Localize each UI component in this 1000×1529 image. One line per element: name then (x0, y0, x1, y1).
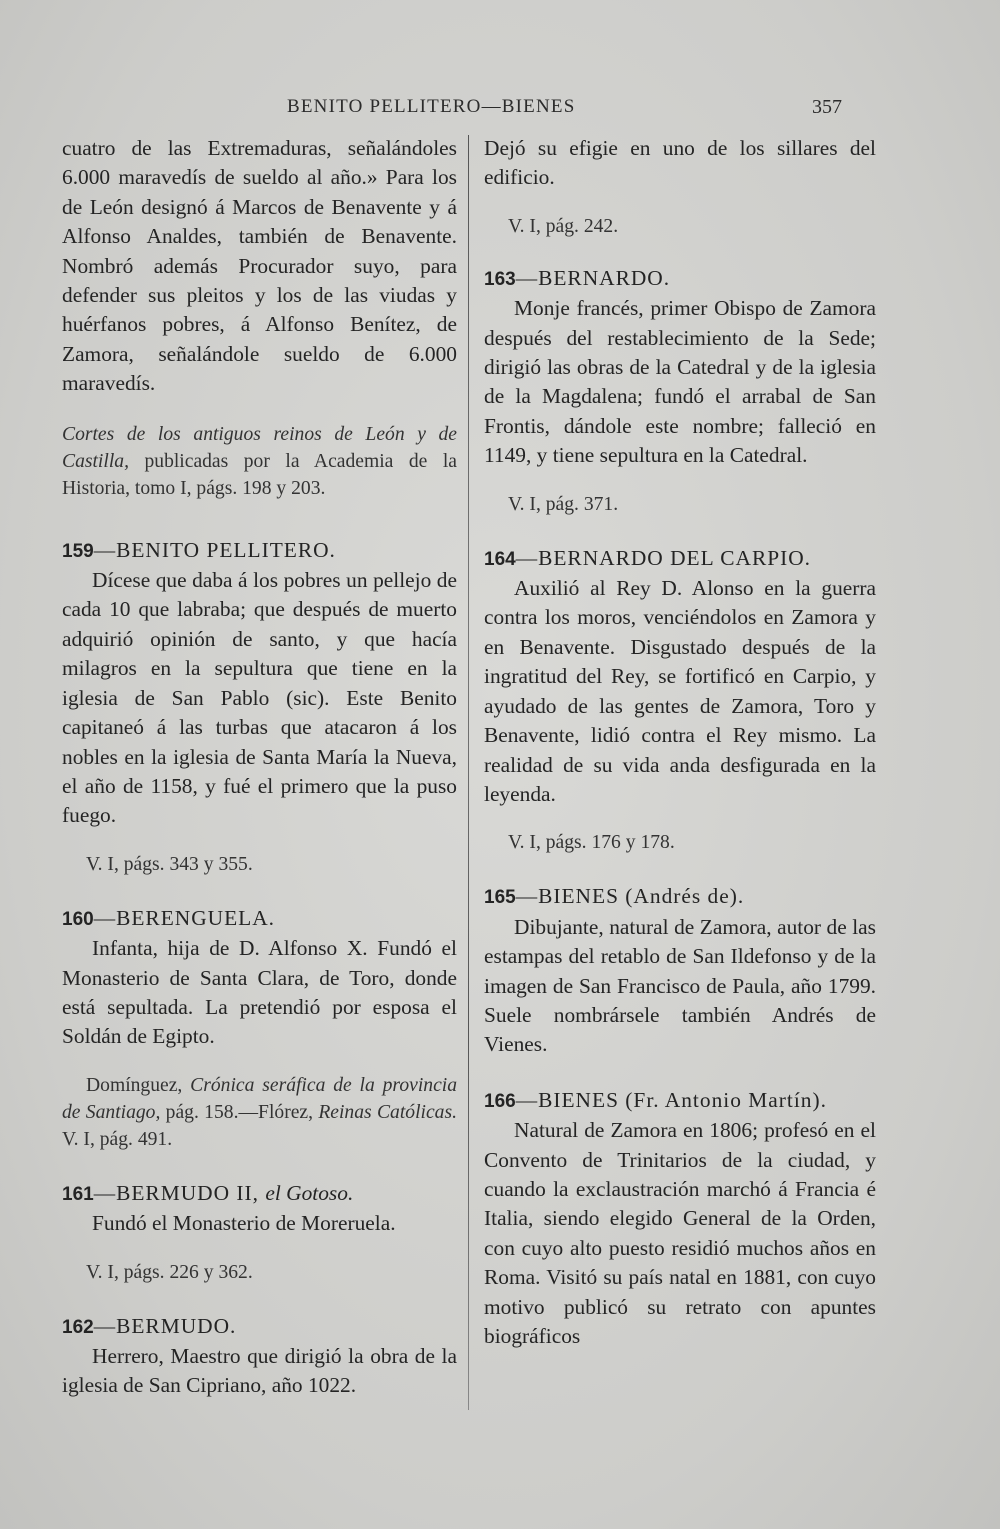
entry-body: Fundó el Monasterio de Moreruela. (92, 1211, 396, 1236)
entry-159 (62, 536, 457, 878)
entry-number: 163 (484, 268, 516, 290)
source-italic: Cortes de los antiguos reinos de León y de Castilla, (62, 423, 457, 472)
page-header (0, 96, 1000, 126)
entry-165 (484, 882, 876, 1059)
entry-body: Dibujante, natural de Zamora, autor de las estampas del retablo de San Ildefonso y de la imagen de San Francisco de Paula, año 1799. Suele nombrársele también Andrés de Vienes. (484, 914, 876, 1057)
entry-heading (484, 264, 876, 294)
ref-title: Crónica seráfica de la provincia de Santiago, (62, 1074, 458, 1123)
entry-162 (62, 1312, 457, 1401)
entry-reference (62, 1072, 457, 1153)
entry-name: —BERMUDO. (93, 1313, 237, 1338)
entry-number: 164 (484, 548, 516, 570)
source-rest: publicadas por la Academia de la Historia, tomo I, págs. 198 y 203. (62, 450, 457, 499)
entry-reference: V. I, págs. 226 y 362. (86, 1261, 253, 1283)
entry-number: 162 (62, 1316, 94, 1338)
left-column (62, 134, 457, 1401)
entry-number: 165 (484, 887, 516, 909)
entry-160 (62, 904, 457, 1153)
entry-heading (62, 536, 457, 566)
entry-heading (484, 882, 876, 912)
ref-page: pág. 158.—Flórez, (160, 1101, 319, 1123)
entry-heading (62, 1312, 457, 1342)
entry-body: Auxilió al Rey D. Alonso en la guerra contra los moros, venciéndolos en Zamora y en Benavente. Disgustado después de la ingratitud del Rey, se fortificó en Carpio, y ayudado de las gentes de Zamora, Toro y Benavente, lidió contra el Rey mismo. La realidad de su vida anda desfigurada en la leyenda. (484, 576, 876, 806)
ref-volume: V. I, pág. 491. (62, 1128, 173, 1150)
entry-number: 160 (62, 908, 94, 930)
entry-heading (62, 1179, 457, 1209)
continuation-text: cuatro de las Extremaduras, señalándoles 6.000 maravedís de sueldo al año.» Para los de León designó á Marcos de Benavente y á Alfonso Analdes, también de Benavente. Nombró además Procurador suyo, para defender sus pleitos y los de las viudas y huérfanos pobres, á Alfonso Benítez, de Zamora, señalándole sueldo de 6.000 maravedís. (62, 136, 457, 396)
entry-reference: V. I, pág. 371. (508, 493, 619, 515)
entry-163 (484, 264, 876, 518)
entry-body: Infanta, hija de D. Alfonso X. Fundó el Monasterio de Santa Clara, de Toro, donde está sepultada. La pretendió por esposa el Soldán de Egipto. (62, 936, 457, 1049)
entry-number: 159 (62, 540, 94, 562)
entry-name: —BERNARDO. (515, 265, 671, 290)
entry-reference: V. I, págs. 343 y 355. (86, 853, 253, 875)
entry-body: Dícese que daba á los pobres un pellejo de cada 10 que labraba; que después de muerto adquirió opinión de santo, y que hacía milagros en la sepultura que tiene en la iglesia de San Pablo (sic). Este Benito capitaneó á las turbas que atacaron á los nobles en la iglesia de Santa María la Nueva, el año de 1158, y fué el primero que la puso fuego. (62, 568, 457, 828)
entry-number: 161 (62, 1183, 94, 1205)
entry-name: —BERNARDO DEL CARPIO. (515, 545, 812, 570)
entry-164 (484, 544, 876, 857)
entry-name: —BERENGUELA. (93, 905, 276, 930)
continuation-source (62, 421, 457, 502)
column-divider (468, 135, 469, 1410)
ref-author: Domínguez, (86, 1074, 191, 1096)
running-title: BENITO PELLITERO—BIENES (287, 96, 576, 117)
continuation-text: Dejó su efigie en uno de los sillares del edificio. (484, 136, 876, 190)
ref-title-2: Reinas Católicas. (318, 1101, 457, 1123)
entry-166 (484, 1086, 876, 1352)
right-column (484, 134, 876, 1351)
entry-epithet: el Gotoso. (265, 1180, 354, 1205)
entry-name: —BIENES (Andrés de). (515, 884, 745, 909)
entry-heading (484, 1086, 876, 1116)
entry-reference: V. I, págs. 176 y 178. (508, 832, 675, 854)
page-number: 357 (812, 96, 842, 118)
entry-body: Monje francés, primer Obispo de Zamora después del restablecimiento de la Sede; dirigió las obras de la Catedral y de la iglesia de la Magdalena; fundó el arrabal de San Frontis, dándole este nombre; falleció en 1149, y tiene sepultura en la Catedral. (484, 296, 876, 468)
entry-body: Natural de Zamora en 1806; profesó en el Convento de Trinitarios de la ciudad, y cuando la exclaustración marchó á Francia é Italia, siendo elegido General de la Orden, con cuyo alto puesto residió muchos años en Roma. Visitó su país natal en 1881, con cuyo motivo publicó su retrato con apuntes biográficos (484, 1118, 876, 1348)
entry-number: 166 (484, 1090, 516, 1112)
entry-body: Herrero, Maestro que dirigió la obra de la iglesia de San Cipriano, año 1022. (62, 1343, 457, 1398)
entry-name: —BENITO PELLITERO. (93, 537, 336, 562)
entry-name: —BERMUDO II, (93, 1180, 266, 1205)
entry-heading (62, 904, 457, 934)
entry-161 (62, 1179, 457, 1286)
entry-heading (484, 544, 876, 574)
entry-name: —BIENES (Fr. Antonio Martín). (515, 1087, 827, 1112)
continuation-reference: V. I, pág. 242. (508, 215, 619, 237)
